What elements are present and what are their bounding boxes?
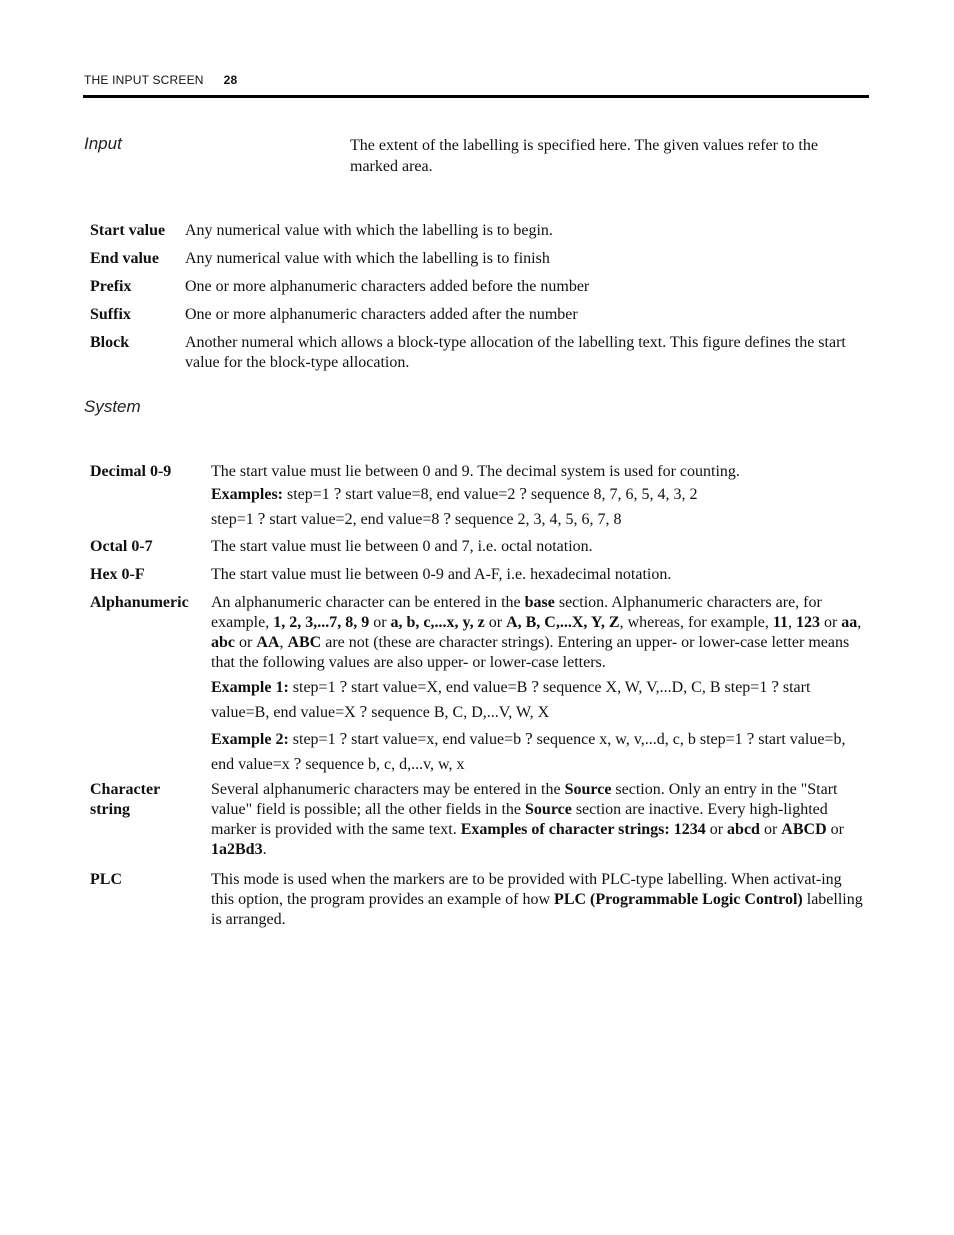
term: Suffix [90,306,131,323]
term-line: string [90,801,130,818]
text: step=1 [283,486,334,503]
arrow-glyph: ? [525,729,533,748]
text: step=1 [211,511,258,528]
text: abcd [727,821,760,838]
input-heading: Input [84,134,122,153]
text: A, B, C,...X, Y, Z [506,614,620,631]
text: start value=2, end value=8 [265,511,444,528]
decimal-line1: The start value must lie between 0 and 9. The decimal system is used for counting. [211,463,740,480]
term: Decimal 0-9 [90,463,172,480]
alpha-paragraph [211,593,867,673]
text: sequence 2, 3, 4, 5, 6, 7, 8 [450,511,622,528]
text: section. Only an entry in the "Start value" field is possible; all the other fields in the [211,781,838,818]
text: , whereas, for example, [619,614,773,631]
text: 11 [772,614,788,631]
desc [211,593,867,777]
arrow-glyph: ? [359,702,368,721]
text: PLC (Programmable Logic Control) [554,891,803,908]
term-line: Character [90,781,161,798]
decimal-example1 [211,482,867,507]
desc: The start value must lie between 0 and 7, i.e. octal notation. [211,538,593,555]
charstring-paragraph [211,780,867,860]
text: Examples of character strings: 1234 [460,821,706,838]
term: Hex 0-F [90,566,145,583]
text: a, b, c,...x, y, z [390,614,485,631]
desc: One or more alphanumeric characters added after the number [185,306,578,323]
plc-paragraph [211,870,867,930]
text: sequence 8, 7, 6, 5, 4, 3, 2 [526,486,698,503]
system-heading: System [84,397,141,416]
text: base [524,594,555,611]
page-number: 28 [223,73,238,87]
text: , [857,614,862,631]
example-label: Example 2: [211,731,289,748]
text: or [484,614,507,631]
term [90,780,160,820]
examples-label: Examples: [211,486,283,503]
text: 1a2Bd3 [211,841,263,858]
text: aa [841,614,858,631]
text: or [826,821,844,838]
text: Source [564,781,612,798]
text: sequence b, c, d,...v, w, x [301,756,465,773]
text: or [705,821,728,838]
text: Several alphanumeric characters may be entered in the [211,781,565,798]
term: Octal 0-7 [90,538,153,555]
arrow-glyph: ? [333,484,342,503]
arrow-glyph: ? [519,484,527,503]
term: PLC [90,871,122,888]
desc: Another numeral which allows a block-type allocation of the labelling text. This figure defines the start value for the block-type allocation. [185,334,846,371]
text: or [369,614,391,631]
text: ABCD [781,821,827,838]
text: or [759,821,782,838]
text: sequence x, w, v,...d, c, b step=1 [532,731,747,748]
running-header [84,73,237,87]
term: Alphanumeric [90,594,189,611]
term: Start value [90,222,166,239]
text: start value=8, end value=2 [341,486,520,503]
desc [211,462,867,532]
text: labelling is arranged. [211,891,863,928]
text: start value=X, end value=B [347,679,532,696]
text: 123 [795,614,820,631]
text: start value=x, end value=b [347,731,526,748]
alpha-example2 [211,727,867,777]
desc: Any numerical value with which the labelling is to finish [185,250,550,267]
term: Prefix [90,278,132,295]
text: start value=B, end value=X [211,679,811,721]
arrow-glyph: ? [531,677,539,696]
desc: One or more alphanumeric characters added before the number [185,278,590,295]
text: abc [211,634,235,651]
example-label: Example 1: [211,679,289,696]
arrow-glyph: ? [257,509,266,528]
desc [211,870,867,930]
section-title: THE INPUT SCREEN [84,73,204,87]
text: or [235,634,257,651]
text: 1, 2, 3,...7, 8, 9 [273,614,370,631]
text: sequence B, C, D,...V, W, X [367,704,550,721]
desc: Any numerical value with which the labelling is to begin. [185,222,553,239]
text: , [787,614,796,631]
header-rule [83,95,869,98]
decimal-example2 [211,507,867,532]
desc: The start value must lie between 0-9 and A-F, i.e. hexadecimal notation. [211,566,672,583]
arrow-glyph: ? [293,754,302,773]
text: section are inactive. Every high-lighted marker is provided with the same text. [211,801,828,838]
text: Source [525,801,572,818]
desc [211,780,867,860]
input-intro: The extent of the labelling is specified here. The given values refer to the marked area. [350,137,818,175]
text: ABC [287,634,322,651]
term: End value [90,250,159,267]
text: This mode is used when the markers are to be provided with PLC-type labelling. When activat-ing this option, the program provides an example of how [211,871,842,908]
arrow-glyph: ? [746,729,755,748]
text: , [279,634,288,651]
text: or [819,614,842,631]
text: step=1 [288,679,340,696]
text: An alphanumeric character can be entered in the [211,594,525,611]
arrow-glyph: ? [443,509,451,528]
text: sequence X, W, V,...D, C, B step=1 [538,679,772,696]
text: AA [256,634,280,651]
text: step=1 [288,731,340,748]
arrow-glyph: ? [339,729,348,748]
text: are not (these are character strings). Entering an upper- or lower-case letter means that the following values are also upper- or lower-case letters. [211,634,850,671]
term: Block [90,334,130,351]
text: section. Alphanumeric characters are, for example, [211,594,822,631]
arrow-glyph: ? [771,677,779,696]
text: . [262,841,267,858]
arrow-glyph: ? [339,677,348,696]
text: start value=b, end value=x [211,731,846,773]
alpha-example1 [211,675,867,725]
